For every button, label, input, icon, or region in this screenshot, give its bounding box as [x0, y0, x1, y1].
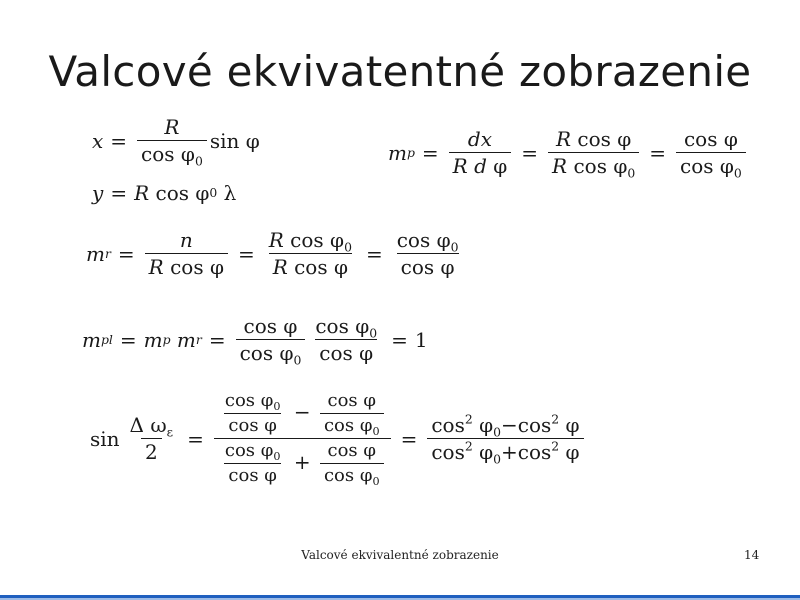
- equation-mp: [388, 127, 749, 181]
- value-two: 2: [144, 440, 158, 464]
- subscript-0: 0: [450, 239, 459, 255]
- var-phi: φ: [330, 228, 345, 252]
- denominator: [145, 253, 228, 277]
- var-R: R: [268, 228, 284, 252]
- subscript-pl: pl: [100, 331, 113, 347]
- fn-cos: cos: [400, 255, 435, 279]
- fraction: [676, 127, 746, 181]
- equals-sign: =: [400, 426, 418, 451]
- numerator: [221, 392, 285, 413]
- equals-sign: =: [110, 181, 128, 205]
- fraction: [393, 230, 463, 277]
- fraction: [265, 230, 356, 277]
- fraction: [236, 314, 306, 368]
- var-phi: φ: [279, 341, 294, 365]
- var-R: R: [148, 255, 164, 279]
- fraction: [320, 390, 384, 438]
- denominator: [137, 140, 207, 169]
- fraction: [320, 440, 384, 488]
- var-omega: ω: [150, 413, 167, 437]
- fn-cos: cos: [224, 440, 256, 461]
- subscript-p: p: [406, 144, 415, 160]
- var-phi: φ: [493, 154, 508, 178]
- denominator: [269, 253, 352, 277]
- var-phi: φ: [245, 128, 260, 153]
- fn-sin: sin: [90, 426, 120, 451]
- fraction: [427, 411, 583, 467]
- var-phi: φ: [440, 255, 455, 279]
- var-phi: φ: [363, 440, 376, 461]
- var-phi: φ: [479, 413, 494, 437]
- slide-title: Valcové ekvivatentné zobrazenie: [48, 47, 752, 96]
- page-number: 14: [744, 548, 760, 562]
- fn-cos: cos: [170, 255, 204, 279]
- numerator: [160, 117, 183, 140]
- var-d: d: [474, 154, 487, 178]
- denominator: [548, 152, 639, 181]
- var-m: m: [82, 327, 101, 352]
- fn-cos: cos: [517, 413, 552, 437]
- denominator: [676, 152, 746, 181]
- var-phi: φ: [363, 390, 376, 411]
- var-phi: φ: [264, 415, 277, 436]
- fn-cos: cos: [319, 341, 353, 365]
- var-R: R: [134, 181, 150, 205]
- subscript-0: 0: [493, 451, 501, 467]
- fn-cos: cos: [431, 440, 465, 464]
- denominator: [224, 463, 281, 485]
- subscript-0: 0: [293, 352, 302, 368]
- complex-fraction: [214, 390, 391, 488]
- equals-sign: =: [110, 128, 128, 153]
- denominator: [315, 339, 377, 363]
- var-phi: φ: [333, 255, 348, 279]
- var-phi: φ: [359, 465, 373, 486]
- fn-cos: cos: [141, 142, 175, 166]
- numerator: [214, 392, 391, 438]
- equals-sign: =: [391, 327, 408, 352]
- fn-cos: cos: [294, 255, 328, 279]
- numerator: [311, 316, 381, 339]
- superscript-2: 2: [464, 411, 473, 427]
- fn-cos: cos: [517, 440, 552, 464]
- var-phi: φ: [565, 440, 580, 464]
- subscript-0: 0: [344, 239, 352, 255]
- var-phi: φ: [260, 440, 274, 461]
- var-m: m: [143, 327, 163, 352]
- fn-cos: cos: [327, 440, 358, 461]
- var-m: m: [388, 140, 407, 165]
- var-phi: φ: [479, 440, 494, 464]
- fn-cos: cos: [680, 154, 714, 178]
- denominator: [236, 339, 306, 368]
- numerator: [680, 129, 742, 152]
- equation-mpl: [82, 314, 428, 368]
- fn-cos: cos: [239, 341, 274, 365]
- equals-sign: =: [117, 241, 135, 266]
- var-phi: φ: [617, 127, 632, 151]
- subscript-0: 0: [372, 474, 380, 488]
- fraction: [449, 129, 512, 176]
- var-dx: dx: [467, 127, 493, 151]
- fraction: [311, 316, 381, 363]
- fn-cos: cos: [224, 390, 256, 411]
- equals-sign: =: [365, 241, 383, 266]
- denominator: [320, 463, 384, 488]
- denominator: [427, 438, 583, 467]
- equals-sign: =: [119, 327, 137, 352]
- subscript-0: 0: [273, 449, 281, 463]
- var-phi: φ: [355, 314, 370, 338]
- numerator: [221, 442, 285, 463]
- var-n: n: [179, 228, 193, 252]
- numerator: [240, 316, 302, 339]
- denominator: [449, 152, 512, 176]
- numerator: [464, 129, 496, 152]
- fn-cos: cos: [573, 154, 607, 178]
- denominator: [214, 438, 391, 488]
- var-phi: φ: [613, 154, 628, 178]
- fraction: [221, 392, 285, 435]
- var-phi: φ: [195, 181, 210, 205]
- equals-sign: =: [208, 327, 226, 352]
- fn-cos: cos: [228, 415, 259, 436]
- var-phi: φ: [723, 127, 738, 151]
- var-R: R: [164, 115, 180, 139]
- var-x: x: [92, 128, 104, 153]
- equals-sign: =: [421, 140, 439, 165]
- var-phi: φ: [180, 142, 195, 166]
- numerator: [324, 442, 381, 463]
- var-phi: φ: [359, 415, 373, 436]
- var-R: R: [552, 154, 568, 178]
- plus-sign: +: [501, 440, 518, 464]
- subscript-r: r: [195, 331, 202, 347]
- fn-cos: cos: [577, 127, 611, 151]
- equation-x: [92, 115, 260, 169]
- fraction: [137, 115, 207, 169]
- numerator: [552, 129, 635, 152]
- subscript-epsilon: ε: [166, 424, 174, 440]
- fn-cos: cos: [431, 413, 465, 437]
- fn-cos: cos: [323, 465, 355, 486]
- subscript-p: p: [162, 331, 171, 347]
- fn-sin: sin: [209, 128, 240, 153]
- equals-sign: =: [521, 140, 539, 165]
- fn-cos: cos: [315, 314, 349, 338]
- denominator: [320, 413, 384, 438]
- var-phi: φ: [260, 390, 274, 411]
- subscript-0: 0: [369, 325, 378, 341]
- var-delta: Δ: [129, 413, 144, 437]
- fn-cos: cos: [396, 228, 431, 252]
- var-phi: φ: [359, 341, 374, 365]
- var-phi: φ: [283, 314, 298, 338]
- minus-sign: −: [501, 413, 518, 437]
- fn-cos: cos: [228, 465, 259, 486]
- var-phi: φ: [209, 255, 224, 279]
- slide-footer: Valcové ekvivalentné zobrazenie: [301, 548, 499, 562]
- fraction: [548, 127, 639, 181]
- var-phi: φ: [264, 465, 277, 486]
- var-phi: φ: [719, 154, 734, 178]
- fn-cos: cos: [243, 314, 278, 338]
- equation-sin-delta-omega: [90, 390, 587, 488]
- var-y: y: [92, 181, 104, 205]
- numerator: [126, 415, 178, 438]
- var-lambda: λ: [223, 181, 237, 205]
- fn-cos: cos: [155, 181, 190, 205]
- equation-y: y = R cos φ 0 λ: [92, 181, 237, 205]
- subscript-r: r: [104, 245, 111, 261]
- superscript-2: 2: [464, 438, 473, 454]
- equals-sign: =: [237, 241, 255, 266]
- subscript-0: 0: [627, 165, 636, 181]
- fraction: [221, 442, 285, 485]
- minus-sign: −: [293, 400, 311, 424]
- fn-cos: cos: [323, 415, 355, 436]
- superscript-2: 2: [551, 411, 560, 427]
- var-R: R: [452, 154, 468, 178]
- numerator: [324, 392, 381, 413]
- subscript-0: 0: [493, 424, 501, 440]
- fn-cos: cos: [327, 390, 358, 411]
- var-phi: φ: [565, 413, 580, 437]
- numerator: [265, 230, 356, 253]
- fn-cos: cos: [290, 228, 324, 252]
- numerator: [176, 230, 197, 253]
- denominator: [397, 253, 459, 277]
- numerator: [393, 230, 463, 253]
- equals-sign: =: [187, 426, 204, 451]
- subscript-0: 0: [372, 424, 380, 438]
- subscript-0: 0: [273, 399, 281, 413]
- plus-sign: +: [293, 450, 311, 474]
- var-R: R: [272, 255, 288, 279]
- fraction: [126, 415, 178, 462]
- value-one: 1: [414, 327, 428, 352]
- var-m: m: [176, 327, 196, 352]
- denominator: [224, 413, 281, 435]
- fn-cos: cos: [683, 127, 718, 151]
- var-phi: φ: [436, 228, 451, 252]
- equation-mr: [86, 230, 466, 277]
- var-m: m: [86, 241, 105, 266]
- subscript-0: 0: [733, 165, 742, 181]
- numerator: [427, 411, 583, 440]
- var-R: R: [555, 127, 572, 151]
- fraction: [145, 230, 228, 277]
- subscript-0: 0: [194, 153, 203, 169]
- superscript-2: 2: [551, 438, 560, 454]
- equals-sign: =: [649, 140, 667, 165]
- denominator: [141, 438, 162, 462]
